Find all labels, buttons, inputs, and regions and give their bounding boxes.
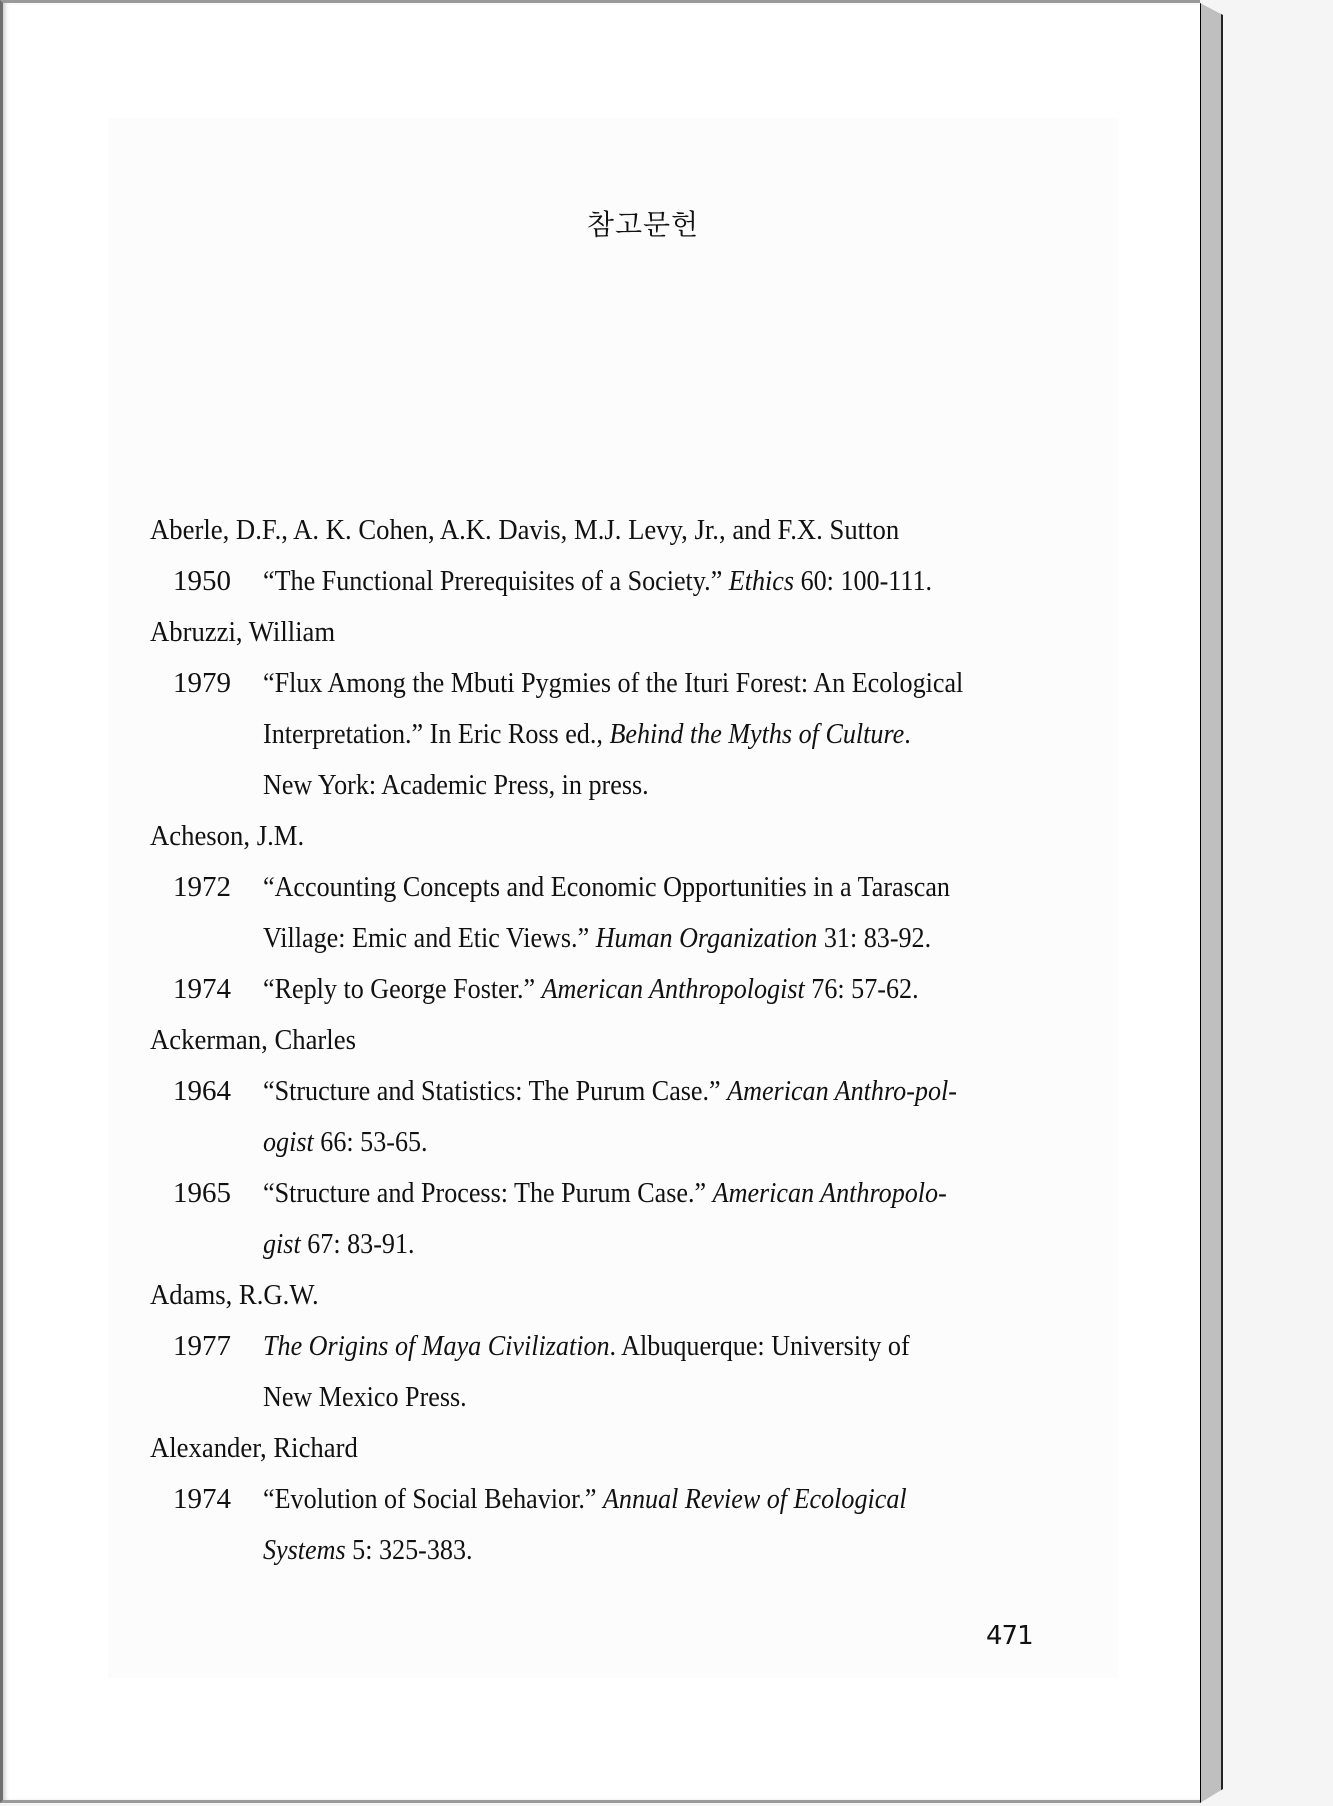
reference-author: Abruzzi, William <box>150 616 336 648</box>
reference-year: 1965 <box>173 1177 231 1209</box>
citation-line <box>263 1525 1055 1576</box>
citation-text: 76: 57-62. <box>804 973 919 1005</box>
reference-entry <box>150 862 1055 964</box>
reference-year: 1979 <box>173 667 231 699</box>
citation-text: Interpretation.” In Eric Ross ed., <box>263 718 610 750</box>
reference-year: 1964 <box>173 1075 231 1107</box>
citation-text: “Structure and Process: The Purum Case.” <box>263 1177 713 1209</box>
citation-text: “The Functional Prerequisites of a Society.” <box>263 565 729 597</box>
citation-line <box>263 658 1055 709</box>
reference-entry <box>150 1066 1055 1168</box>
citation-line <box>263 1372 1055 1423</box>
citation-italic-text: Systems <box>263 1534 346 1566</box>
reference-year: 1977 <box>173 1330 231 1362</box>
citation-text: “Accounting Concepts and Economic Opportunities in a Tarascan <box>263 871 950 903</box>
reference-citation <box>263 556 1055 607</box>
page-edge <box>1200 3 1223 1803</box>
reference-citation <box>263 964 1055 1015</box>
reference-list <box>150 505 1055 1576</box>
citation-line <box>263 760 1055 811</box>
reference-citation <box>263 862 1055 964</box>
citation-italic-text: Annual Review of Ecological <box>602 1483 907 1515</box>
citation-text: 66: 53-65. <box>313 1126 428 1158</box>
citation-text: 60: 100-111. <box>794 565 933 597</box>
citation-line <box>263 1117 1055 1168</box>
reference-year: 1972 <box>173 871 231 903</box>
citation-text: Village: Emic and Etic Views.” <box>263 922 596 954</box>
citation-text: 67: 83-91. <box>300 1228 415 1260</box>
reference-author: Adams, R.G.W. <box>150 1279 319 1311</box>
citation-text: New Mexico Press. <box>263 1381 467 1413</box>
citation-text: “Evolution of Social Behavior.” <box>263 1483 603 1515</box>
citation-italic-text: gist <box>263 1228 301 1260</box>
citation-text: 5: 325-383. <box>345 1534 473 1566</box>
reference-author: Alexander, Richard <box>150 1432 358 1464</box>
reference-entry <box>150 658 1055 811</box>
citation-line <box>263 1474 1055 1525</box>
citation-italic-text: Human Organization <box>595 922 818 954</box>
citation-line <box>263 556 1055 607</box>
reference-year: 1974 <box>173 1483 231 1515</box>
reference-year: 1950 <box>173 565 231 597</box>
citation-line <box>263 964 1055 1015</box>
citation-italic-text: American Anthropolo- <box>712 1177 947 1209</box>
reference-author: Aberle, D.F., A. K. Cohen, A.K. Davis, M.J. Levy, Jr., and F.X. Sutton <box>150 514 900 546</box>
citation-text: . Albuquerque: University of <box>609 1330 910 1362</box>
reference-entry <box>150 1168 1055 1270</box>
citation-line <box>263 913 1055 964</box>
citation-text: “Flux Among the Mbuti Pygmies of the Ituri Forest: An Ecological <box>263 667 964 699</box>
citation-italic-text: ogist <box>263 1126 314 1158</box>
reference-citation <box>263 1168 1055 1270</box>
reference-citation <box>263 658 1055 811</box>
citation-italic-text: Behind the Myths of Culture <box>609 718 905 750</box>
reference-author: Acheson, J.M. <box>150 820 305 852</box>
citation-line <box>263 862 1055 913</box>
citation-line <box>263 709 1055 760</box>
citation-text: New York: Academic Press, in press. <box>263 769 649 801</box>
reference-entry <box>150 1321 1055 1423</box>
reference-entry <box>150 556 1055 607</box>
page-title: 참고문헌 <box>586 208 700 241</box>
citation-text: 31: 83-92. <box>817 922 932 954</box>
citation-line <box>263 1168 1055 1219</box>
reference-citation <box>263 1066 1055 1168</box>
reference-citation <box>263 1321 1055 1423</box>
reference-year: 1974 <box>173 973 231 1005</box>
citation-italic-text: American Anthropologist <box>541 973 805 1005</box>
reference-citation <box>263 1474 1055 1576</box>
citation-italic-text: Ethics <box>728 565 795 597</box>
citation-line <box>263 1321 1055 1372</box>
citation-text: “Reply to George Foster.” <box>263 973 542 1005</box>
page-number: 471 <box>986 1621 1033 1651</box>
reference-author: Ackerman, Charles <box>150 1024 356 1056</box>
reference-entry <box>150 964 1055 1015</box>
citation-line <box>263 1219 1055 1270</box>
citation-text: “Structure and Statistics: The Purum Case.” <box>263 1075 728 1107</box>
citation-text: . <box>904 718 911 750</box>
citation-italic-text: The Origins of Maya Civilization <box>263 1330 610 1362</box>
reference-entry <box>150 1474 1055 1576</box>
citation-italic-text: American Anthro-pol- <box>727 1075 957 1107</box>
citation-line <box>263 1066 1055 1117</box>
